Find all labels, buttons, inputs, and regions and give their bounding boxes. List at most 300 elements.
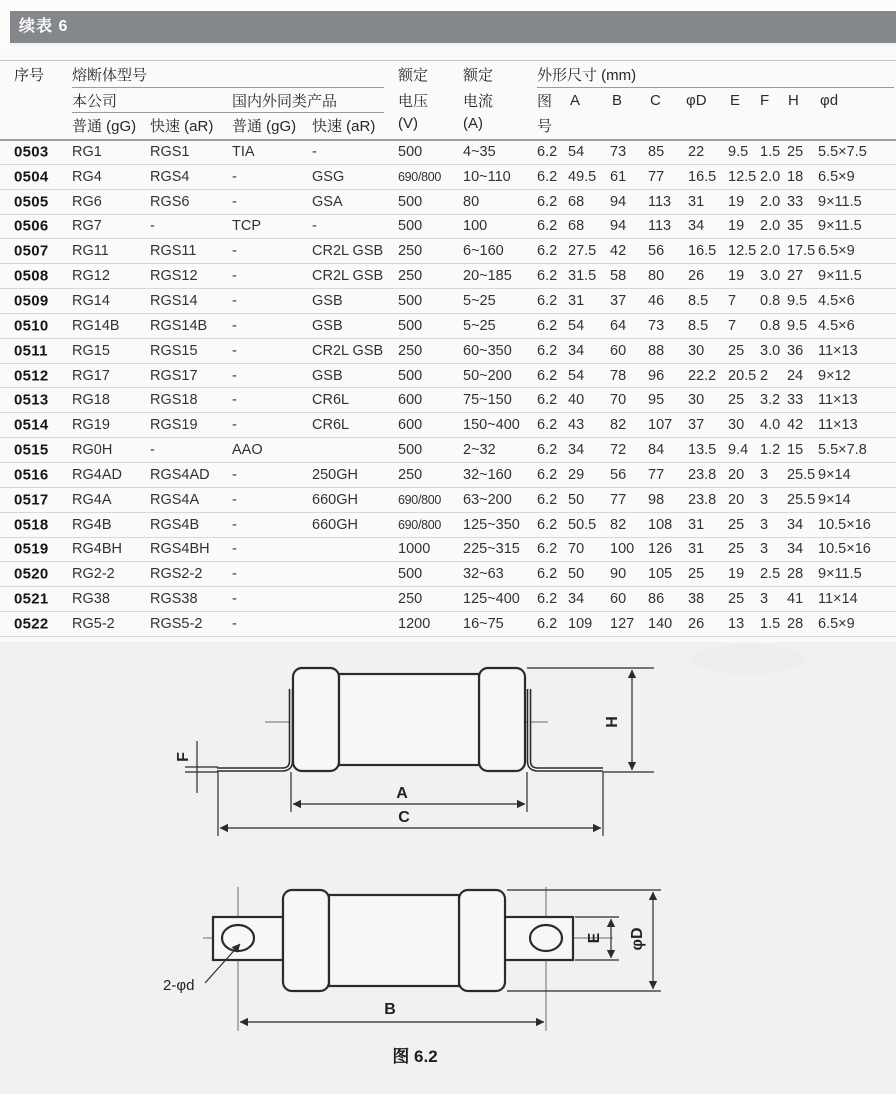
cell-company-ar: RGS15 — [150, 342, 198, 359]
cell-dim-e: 25 — [728, 392, 745, 409]
fuse-end-cap-right-2 — [459, 890, 505, 991]
cell-voltage: 250 — [398, 268, 423, 285]
cell-dim-phid: 22.2 — [688, 367, 717, 384]
table-row — [0, 140, 896, 165]
page-left-margin — [0, 0, 10, 46]
cell-current: 5~25 — [463, 317, 496, 334]
cell-company-gg: RG18 — [72, 392, 110, 409]
cell-fig: 6.2 — [537, 466, 558, 483]
cell-dim-b: 60 — [610, 591, 627, 608]
cell-dim-a: 29 — [568, 466, 585, 483]
cell-dim-h: 41 — [787, 591, 804, 608]
dim-label-phi-D: φD — [629, 927, 646, 951]
col-header-similar-ar: 快速 (aR) — [312, 118, 376, 135]
cell-dim-phid: 25 — [688, 566, 705, 583]
cell-dim-a: 109 — [568, 615, 593, 632]
cell-dim-phid-small: 10.5×16 — [818, 541, 871, 558]
cell-company-gg: RG6 — [72, 193, 102, 210]
cell-fig: 6.2 — [537, 516, 558, 533]
cell-voltage: 250 — [398, 243, 423, 260]
cell-dim-f: 1.5 — [760, 615, 781, 632]
table-row — [0, 215, 896, 240]
cell-dim-phid: 31 — [688, 516, 705, 533]
cell-dim-f: 3.2 — [760, 392, 781, 409]
cell-dim-c: 77 — [648, 168, 665, 185]
page-top-margin — [0, 0, 896, 11]
cell-dim-f: 2.5 — [760, 566, 781, 583]
cell-dim-c: 80 — [648, 268, 665, 285]
table-body — [0, 140, 896, 637]
cell-company-ar: - — [150, 218, 155, 235]
cell-voltage: 250 — [398, 591, 423, 608]
cell-company-ar: RGS1 — [150, 143, 190, 160]
cell-serial: 0505 — [14, 193, 49, 211]
cell-company-gg: RG17 — [72, 367, 110, 384]
dimensions-underline — [537, 87, 894, 88]
cell-similar-gg: AAO — [232, 442, 263, 459]
cell-dim-f: 3.0 — [760, 268, 781, 285]
table-row — [0, 388, 896, 413]
cell-current: 150~400 — [463, 417, 520, 434]
cell-dim-phid: 16.5 — [688, 243, 717, 260]
cell-serial: 0520 — [14, 565, 49, 583]
cell-voltage: 500 — [398, 442, 423, 459]
cell-dim-h: 28 — [787, 615, 804, 632]
cell-company-ar: RGS14 — [150, 292, 198, 309]
col-header-dim-a: A — [570, 92, 581, 109]
cell-voltage: 1200 — [398, 615, 431, 632]
cell-dim-f: 2.0 — [760, 168, 781, 185]
cell-similar-gg: - — [232, 193, 237, 210]
cell-dim-phid-small: 9×12 — [818, 367, 851, 384]
dim-A — [291, 772, 527, 812]
cell-similar-gg: - — [232, 317, 237, 334]
model-group-underline — [72, 87, 384, 88]
cell-dim-a: 54 — [568, 367, 585, 384]
cell-dim-phid-small: 6.5×9 — [818, 615, 855, 632]
cell-company-ar: RGS4BH — [150, 541, 210, 558]
cell-dim-a: 34 — [568, 342, 585, 359]
cell-dim-f: 3 — [760, 491, 769, 508]
cell-dim-h: 33 — [787, 392, 804, 409]
cell-dim-phid: 38 — [688, 591, 705, 608]
cell-dim-phid-small: 6.5×9 — [818, 243, 855, 260]
cell-dim-e: 25 — [728, 516, 745, 533]
cell-voltage: 500 — [398, 566, 423, 583]
table-row — [0, 339, 896, 364]
cell-dim-b: 70 — [610, 392, 627, 409]
cell-dim-h: 33 — [787, 193, 804, 210]
cell-dim-h: 28 — [787, 566, 804, 583]
cell-fig: 6.2 — [537, 317, 558, 334]
cell-dim-phid: 37 — [688, 417, 705, 434]
cell-dim-e: 19 — [728, 193, 745, 210]
table-row — [0, 587, 896, 612]
cell-similar-gg: - — [232, 516, 237, 533]
cell-dim-a: 50.5 — [568, 516, 597, 533]
cell-dim-b: 37 — [610, 292, 627, 309]
dim-label-A: A — [396, 785, 408, 802]
col-header-dimensions: 外形尺寸 (mm) — [537, 67, 637, 84]
cell-company-ar: RGS4B — [150, 516, 200, 533]
cell-fig: 6.2 — [537, 292, 558, 309]
cell-voltage: 250 — [398, 342, 423, 359]
cell-serial: 0522 — [14, 615, 49, 633]
cell-similar-gg: - — [232, 541, 237, 558]
cell-serial: 0517 — [14, 491, 49, 509]
cell-serial: 0507 — [14, 242, 49, 260]
col-header-dim-phid-cap: φD — [686, 92, 707, 109]
cell-similar-ar: CR2L GSB — [312, 342, 384, 359]
cell-dim-b: 127 — [610, 615, 635, 632]
dim-label-H: H — [604, 716, 621, 728]
table-row — [0, 239, 896, 264]
table-row — [0, 513, 896, 538]
cell-dim-f: 0.8 — [760, 292, 781, 309]
cell-dim-e: 19 — [728, 218, 745, 235]
cell-dim-h: 9.5 — [787, 317, 808, 334]
cell-serial: 0504 — [14, 168, 49, 186]
cell-dim-e: 20.5 — [728, 367, 757, 384]
cell-dim-phid: 31 — [688, 193, 705, 210]
cell-dim-h: 34 — [787, 541, 804, 558]
cell-voltage: 250 — [398, 466, 423, 483]
cell-dim-a: 34 — [568, 591, 585, 608]
cell-current: 125~400 — [463, 591, 520, 608]
fuse-dimension-drawings — [0, 640, 896, 1040]
cell-dim-b: 82 — [610, 417, 627, 434]
cell-fig: 6.2 — [537, 417, 558, 434]
col-header-company-gg: 普通 (gG) — [72, 118, 137, 135]
fuse-end-cap-left-2 — [283, 890, 329, 991]
fuse-side-view-drawing — [217, 668, 603, 771]
cell-dim-a: 68 — [568, 193, 585, 210]
cell-similar-ar: 660GH — [312, 491, 358, 508]
cell-dim-b: 82 — [610, 516, 627, 533]
cell-serial: 0516 — [14, 466, 49, 484]
cell-dim-e: 30 — [728, 417, 745, 434]
cell-current: 32~160 — [463, 466, 512, 483]
cell-dim-phid-small: 4.5×6 — [818, 317, 855, 334]
cell-similar-ar: 250GH — [312, 466, 358, 483]
cell-dim-phid-small: 9×14 — [818, 491, 851, 508]
cell-dim-a: 31.5 — [568, 268, 597, 285]
cell-similar-ar: CR2L GSB — [312, 243, 384, 260]
cell-dim-f: 3 — [760, 591, 769, 608]
cell-fig: 6.2 — [537, 193, 558, 210]
cell-fig: 6.2 — [537, 342, 558, 359]
cell-dim-c: 140 — [648, 615, 673, 632]
col-header-current-3: (A) — [463, 115, 483, 132]
cell-company-gg: RG12 — [72, 268, 110, 285]
col-header-voltage-2: 电压 — [398, 93, 429, 110]
table-row — [0, 314, 896, 339]
cell-dim-f: 4.0 — [760, 417, 781, 434]
cell-fig: 6.2 — [537, 491, 558, 508]
table-row — [0, 488, 896, 513]
cell-dim-e: 7 — [728, 317, 737, 334]
continued-table-title-bar — [10, 11, 896, 43]
cell-dim-h: 42 — [787, 417, 804, 434]
cell-similar-ar: GSB — [312, 367, 343, 384]
table-row — [0, 165, 896, 190]
cell-dim-c: 86 — [648, 591, 665, 608]
cell-serial: 0512 — [14, 367, 49, 385]
cell-dim-phid: 13.5 — [688, 442, 717, 459]
dim-H — [527, 668, 654, 772]
cell-dim-phid: 30 — [688, 392, 705, 409]
cell-dim-e: 13 — [728, 615, 745, 632]
cell-dim-phid-small: 5.5×7.8 — [818, 442, 867, 459]
cell-dim-phid-small: 11×14 — [818, 591, 858, 608]
cell-company-ar: RGS18 — [150, 392, 198, 409]
cell-dim-phid-small: 9×11.5 — [818, 218, 862, 235]
cell-company-gg: RG2-2 — [72, 566, 115, 583]
cell-serial: 0519 — [14, 540, 49, 558]
cell-dim-e: 20 — [728, 491, 745, 508]
cell-voltage: 1000 — [398, 541, 431, 558]
cell-dim-c: 88 — [648, 342, 665, 359]
cell-dim-h: 25.5 — [787, 466, 816, 483]
cell-dim-b: 60 — [610, 342, 627, 359]
cell-dim-e: 12.5 — [728, 243, 757, 260]
cell-fig: 6.2 — [537, 268, 558, 285]
cell-current: 20~185 — [463, 268, 512, 285]
cell-company-gg: RG1 — [72, 143, 102, 160]
cell-serial: 0521 — [14, 590, 49, 608]
cell-dim-phid: 26 — [688, 615, 705, 632]
cell-company-ar: RGS19 — [150, 417, 198, 434]
col-header-similar-gg: 普通 (gG) — [232, 118, 297, 135]
cell-similar-ar: GSA — [312, 193, 343, 210]
cell-fig: 6.2 — [537, 541, 558, 558]
cell-current: 75~150 — [463, 392, 512, 409]
cell-serial: 0515 — [14, 441, 49, 459]
cell-dim-b: 42 — [610, 243, 627, 260]
cell-similar-ar: GSG — [312, 168, 345, 185]
cell-current: 50~200 — [463, 367, 512, 384]
cell-dim-phid: 26 — [688, 268, 705, 285]
cell-dim-phid: 30 — [688, 342, 705, 359]
cell-similar-gg: - — [232, 615, 237, 632]
col-header-fig-2: 号 — [537, 118, 553, 135]
cell-company-ar: RGS4AD — [150, 466, 210, 483]
cell-voltage: 500 — [398, 218, 423, 235]
cell-fig: 6.2 — [537, 243, 558, 260]
col-header-dim-c: C — [650, 92, 661, 109]
cell-dim-h: 34 — [787, 516, 804, 533]
cell-dim-phid-small: 4.5×6 — [818, 292, 855, 309]
table-row — [0, 612, 896, 637]
cell-similar-gg: - — [232, 466, 237, 483]
cell-company-gg: RG7 — [72, 218, 102, 235]
cell-dim-phid-small: 9×11.5 — [818, 193, 862, 210]
cell-similar-gg: - — [232, 392, 237, 409]
cell-serial: 0514 — [14, 416, 49, 434]
cell-voltage: 500 — [398, 193, 423, 210]
cell-company-ar: RGS38 — [150, 591, 198, 608]
cell-dim-f: 1.2 — [760, 442, 781, 459]
cell-similar-ar: CR6L — [312, 417, 350, 434]
cell-dim-phid-small: 10.5×16 — [818, 516, 871, 533]
table-row — [0, 538, 896, 563]
cell-dim-f: 3 — [760, 466, 769, 483]
col-header-current-2: 电流 — [463, 93, 494, 110]
cell-voltage: 500 — [398, 317, 423, 334]
dim-B — [240, 1001, 544, 1022]
cell-similar-gg: - — [232, 566, 237, 583]
fuse-end-cap-right — [479, 668, 525, 771]
cell-serial: 0506 — [14, 217, 49, 235]
table-row — [0, 413, 896, 438]
cell-dim-f: 2.0 — [760, 218, 781, 235]
cell-current: 10~110 — [463, 168, 511, 185]
col-header-company: 本公司 — [72, 93, 118, 110]
col-header-dim-e: E — [730, 92, 741, 109]
cell-similar-ar: CR2L GSB — [312, 268, 384, 285]
cell-dim-phid: 8.5 — [688, 317, 709, 334]
cell-dim-e: 7 — [728, 292, 737, 309]
cell-dim-h: 25 — [787, 143, 804, 160]
cell-dim-phid: 8.5 — [688, 292, 709, 309]
cell-dim-b: 61 — [610, 168, 627, 185]
cell-fig: 6.2 — [537, 566, 558, 583]
cell-dim-a: 43 — [568, 417, 585, 434]
cell-company-gg: RG4 — [72, 168, 102, 185]
cell-company-gg: RG4BH — [72, 541, 122, 558]
dim-F — [175, 741, 218, 793]
cell-current: 125~350 — [463, 516, 520, 533]
dim-label-F: F — [175, 752, 192, 762]
cell-dim-b: 94 — [610, 218, 627, 235]
cell-serial: 0518 — [14, 516, 49, 534]
cell-dim-a: 50 — [568, 566, 585, 583]
cell-dim-c: 46 — [648, 292, 665, 309]
cell-dim-e: 25 — [728, 342, 745, 359]
cell-similar-ar: - — [312, 218, 317, 235]
cell-dim-c: 77 — [648, 466, 665, 483]
table-row — [0, 562, 896, 587]
cell-dim-h: 18 — [787, 168, 804, 185]
cell-dim-e: 12.5 — [728, 168, 757, 185]
cell-current: 225~315 — [463, 541, 520, 558]
cell-dim-f: 3 — [760, 541, 769, 558]
cell-current: 16~75 — [463, 615, 504, 632]
cell-dim-phid-small: 6.5×9 — [818, 168, 855, 185]
cell-dim-b: 72 — [610, 442, 627, 459]
cell-company-gg: RG4A — [72, 491, 112, 508]
cell-similar-gg: - — [232, 342, 237, 359]
cell-dim-c: 95 — [648, 392, 665, 409]
cell-company-gg: RG14 — [72, 292, 110, 309]
dim-label-C: C — [398, 809, 410, 826]
cell-dim-c: 96 — [648, 367, 665, 384]
cell-dim-e: 25 — [728, 591, 745, 608]
cell-company-gg: RG19 — [72, 417, 110, 434]
cell-similar-gg: - — [232, 243, 237, 260]
cell-dim-a: 31 — [568, 292, 585, 309]
dim-label-E: E — [586, 932, 603, 944]
table-row — [0, 438, 896, 463]
table-row — [0, 264, 896, 289]
cell-dim-phid-small: 11×13 — [818, 417, 858, 434]
figure-caption: 图 6.2 — [392, 1047, 438, 1066]
cell-voltage: 690/800 — [398, 517, 442, 532]
cell-dim-phid: 23.8 — [688, 466, 717, 483]
fuse-tube-2 — [329, 895, 459, 986]
cell-serial: 0509 — [14, 292, 49, 310]
cell-dim-h: 35 — [787, 218, 804, 235]
cell-dim-e: 20 — [728, 466, 745, 483]
cell-company-gg: RG11 — [72, 243, 109, 260]
cell-dim-c: 105 — [648, 566, 673, 583]
cell-voltage: 500 — [398, 143, 423, 160]
mounting-bracket-right — [529, 689, 603, 770]
col-header-fig-1: 图 — [537, 93, 553, 110]
col-header-company-ar: 快速 (aR) — [150, 118, 214, 135]
cell-dim-a: 50 — [568, 491, 585, 508]
cell-serial: 0503 — [14, 143, 49, 161]
cell-dim-phid: 16.5 — [688, 168, 717, 185]
cell-current: 5~25 — [463, 292, 496, 309]
cell-company-gg: RG38 — [72, 591, 110, 608]
cell-dim-c: 126 — [648, 541, 673, 558]
cell-dim-h: 17.5 — [787, 243, 816, 260]
cell-company-ar: RGS2-2 — [150, 566, 203, 583]
cell-similar-gg: - — [232, 168, 237, 185]
fuse-end-cap-left — [293, 668, 339, 771]
cell-dim-c: 113 — [648, 193, 672, 210]
cell-voltage: 690/800 — [398, 169, 442, 184]
cell-current: 2~32 — [463, 442, 496, 459]
mounting-hole-right — [530, 925, 562, 951]
scan-smudge — [690, 644, 806, 674]
cell-dim-f: 3.0 — [760, 342, 781, 359]
cell-company-ar: RGS11 — [150, 243, 197, 260]
cell-dim-c: 56 — [648, 243, 665, 260]
cell-current: 80 — [463, 193, 480, 210]
cell-dim-c: 107 — [648, 417, 673, 434]
cell-similar-ar: CR6L — [312, 392, 350, 409]
cell-current: 60~350 — [463, 342, 512, 359]
cell-dim-b: 58 — [610, 268, 627, 285]
cell-fig: 6.2 — [537, 615, 558, 632]
cell-current: 4~35 — [463, 143, 496, 160]
cell-company-ar: RGS4A — [150, 491, 200, 508]
cell-fig: 6.2 — [537, 168, 558, 185]
cell-dim-a: 27.5 — [568, 243, 597, 260]
cell-dim-h: 24 — [787, 367, 804, 384]
cell-dim-a: 34 — [568, 442, 585, 459]
cell-dim-a: 68 — [568, 218, 585, 235]
cell-fig: 6.2 — [537, 392, 558, 409]
cell-similar-gg: - — [232, 292, 237, 309]
spec-table — [0, 46, 896, 642]
cell-dim-c: 73 — [648, 317, 665, 334]
cell-company-ar: RGS12 — [150, 268, 198, 285]
col-header-dim-phid-small: φd — [820, 92, 839, 109]
cell-dim-b: 77 — [610, 491, 627, 508]
table-row — [0, 190, 896, 215]
cell-dim-f: 2.0 — [760, 243, 781, 260]
cell-fig: 6.2 — [537, 442, 558, 459]
cell-current: 6~160 — [463, 243, 504, 260]
col-header-voltage-1: 额定 — [398, 67, 429, 84]
cell-dim-phid-small: 11×13 — [818, 392, 858, 409]
cell-current: 32~63 — [463, 566, 504, 583]
cell-company-gg: RG4B — [72, 516, 112, 533]
cell-dim-phid: 31 — [688, 541, 705, 558]
